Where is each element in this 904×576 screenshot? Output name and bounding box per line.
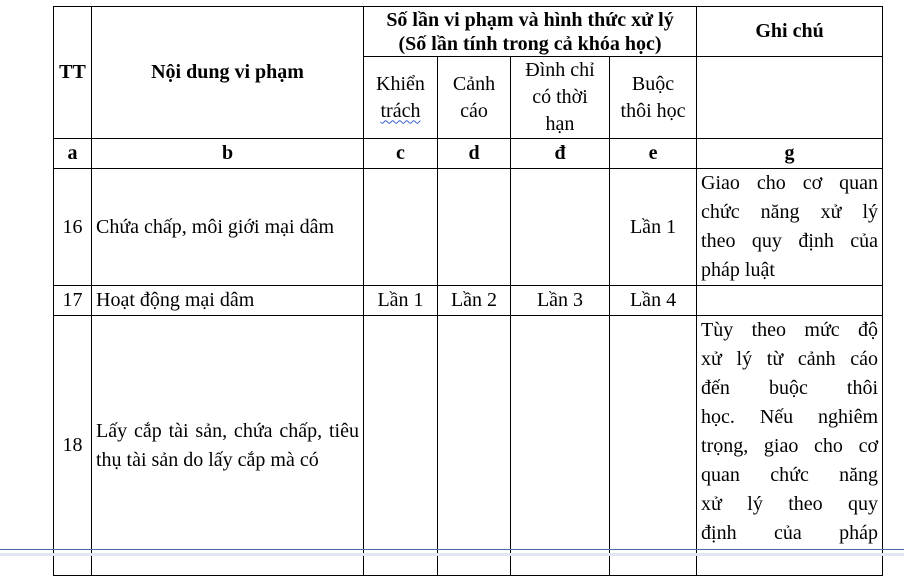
table-row bbox=[54, 316, 883, 576]
header-penalty-group bbox=[364, 7, 697, 57]
row-dinh-chi bbox=[511, 316, 610, 576]
note-line: theo quy định của bbox=[701, 230, 879, 252]
header-buoc-line2: thôi học bbox=[620, 99, 686, 122]
header-penalty-line2: (Số lần tính trong cả khóa học) bbox=[398, 32, 662, 55]
row-note bbox=[697, 286, 883, 316]
row-canh-cao bbox=[438, 316, 511, 576]
header-khien-trach bbox=[364, 57, 438, 139]
row-content: Lấy cắp tài sản, chứa chấp, tiêu thụ tài sản do lấy cắp mà có bbox=[92, 316, 364, 576]
row-canh-cao bbox=[438, 169, 511, 286]
row-dinh-chi: Lần 3 bbox=[511, 286, 610, 316]
note-line: Giao cho cơ quan bbox=[701, 172, 879, 194]
row-note bbox=[697, 316, 883, 576]
note-line: xử lý từ cảnh cáo bbox=[701, 348, 879, 370]
letter-c: c bbox=[364, 139, 438, 169]
header-canh-line1: Cảnh bbox=[452, 72, 496, 95]
header-canh-cao bbox=[438, 57, 511, 139]
row-dinh-chi bbox=[511, 169, 610, 286]
header-dinh-chi bbox=[511, 57, 610, 139]
violation-table bbox=[53, 6, 883, 576]
row-buoc-thoi-hoc: Lần 1 bbox=[610, 169, 697, 286]
header-dinh-line3: hạn bbox=[545, 113, 575, 135]
header-canh-line2: cáo bbox=[460, 99, 488, 122]
header-khien-line1: Khiển bbox=[376, 72, 425, 95]
letter-dd: đ bbox=[511, 139, 610, 169]
note-line: xử lý theo quy bbox=[701, 493, 879, 515]
note-line: pháp luật bbox=[701, 259, 775, 281]
header-buoc-thoi-hoc bbox=[610, 57, 697, 139]
row-buoc-thoi-hoc: Lần 4 bbox=[610, 286, 697, 316]
letter-a: a bbox=[54, 139, 92, 169]
row-content: Hoạt động mại dâm bbox=[92, 286, 364, 316]
header-buoc-line1: Buộc bbox=[631, 72, 675, 95]
letter-g: g bbox=[697, 139, 883, 169]
note-line: Tùy theo mức độ bbox=[701, 319, 879, 341]
header-row-top bbox=[54, 7, 883, 57]
page-edge-line bbox=[0, 549, 904, 550]
letter-e: e bbox=[610, 139, 697, 169]
header-content: Nội dung vi phạm bbox=[92, 7, 364, 139]
letter-row bbox=[54, 139, 883, 169]
row-khien-trach bbox=[364, 169, 438, 286]
header-note-empty bbox=[697, 57, 883, 139]
row-tt: 18 bbox=[54, 316, 92, 576]
header-penalty-line1: Số lần vi phạm và hình thức xử lý bbox=[386, 8, 674, 31]
row-buoc-thoi-hoc bbox=[610, 316, 697, 576]
letter-b: b bbox=[92, 139, 364, 169]
row-khien-trach: Lần 1 bbox=[364, 286, 438, 316]
letter-d: d bbox=[438, 139, 511, 169]
table-row bbox=[54, 169, 883, 286]
row-tt: 17 bbox=[54, 286, 92, 316]
row-note bbox=[697, 169, 883, 286]
header-note: Ghi chú bbox=[697, 7, 883, 57]
header-dinh-line2: có thời bbox=[532, 86, 588, 108]
row-khien-trach bbox=[364, 316, 438, 576]
row-canh-cao: Lần 2 bbox=[438, 286, 511, 316]
note-line: đến buộc thôi bbox=[701, 377, 879, 399]
note-line: chức năng xử lý bbox=[701, 201, 879, 223]
row-tt: 16 bbox=[54, 169, 92, 286]
header-tt: TT bbox=[54, 7, 92, 139]
note-line: trọng, giao cho cơ bbox=[701, 435, 879, 457]
table-row bbox=[54, 286, 883, 316]
row-content: Chứa chấp, môi giới mại dâm bbox=[92, 169, 364, 286]
header-khien-line2: trách bbox=[380, 99, 421, 122]
note-line: quan chức năng bbox=[701, 464, 879, 486]
note-line: định của pháp bbox=[701, 522, 879, 544]
note-line: học. Nếu nghiêm bbox=[701, 406, 879, 428]
header-dinh-line1: Đình chỉ bbox=[525, 59, 595, 81]
